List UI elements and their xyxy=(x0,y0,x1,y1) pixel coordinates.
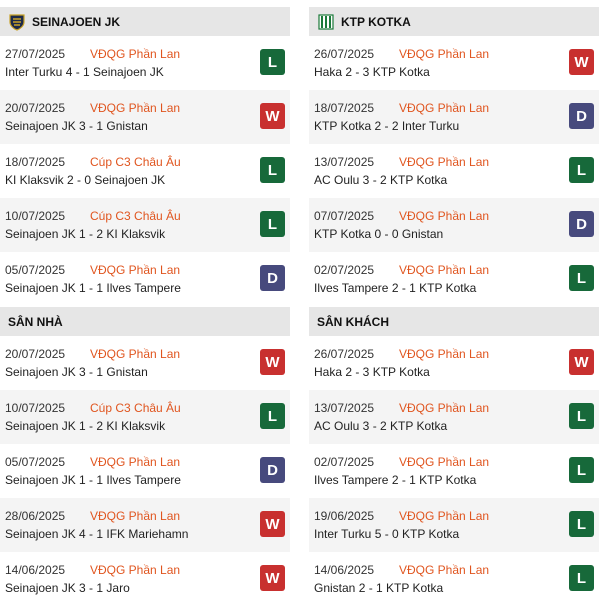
match-list xyxy=(309,36,599,306)
competition-link[interactable]: VĐQG Phần Lan xyxy=(399,455,490,469)
match-date: 13/07/2025 xyxy=(314,401,375,415)
match-row[interactable] xyxy=(0,252,290,306)
match-date: 13/07/2025 xyxy=(314,155,375,169)
match-row[interactable] xyxy=(309,336,599,390)
match-row[interactable] xyxy=(0,552,290,606)
result-badge: L xyxy=(260,49,285,75)
match-row[interactable] xyxy=(0,390,290,444)
section-title: SÂN KHÁCH xyxy=(317,314,389,329)
competition-link[interactable]: VĐQG Phần Lan xyxy=(399,509,490,523)
match-date: 02/07/2025 xyxy=(314,455,375,469)
match-row[interactable] xyxy=(309,198,599,252)
seinajoen-recent-form xyxy=(0,7,290,306)
match-row[interactable] xyxy=(309,444,599,498)
competition-link[interactable]: VĐQG Phần Lan xyxy=(90,47,181,61)
section-header xyxy=(309,7,599,36)
match-row[interactable] xyxy=(0,198,290,252)
match-score: KI Klaksvik 2 - 0 Seinajoen JK xyxy=(5,173,166,187)
match-date: 10/07/2025 xyxy=(5,209,66,223)
competition-link[interactable]: Cúp C3 Châu Âu xyxy=(90,209,181,223)
ktp-recent-form xyxy=(309,7,599,306)
match-row[interactable] xyxy=(309,498,599,552)
competition-link[interactable]: VĐQG Phần Lan xyxy=(399,155,490,169)
result-badge: L xyxy=(569,511,594,537)
section-title: SÂN NHÀ xyxy=(8,314,63,329)
match-list xyxy=(0,336,290,606)
match-score: AC Oulu 3 - 2 KTP Kotka xyxy=(314,173,448,187)
result-badge: W xyxy=(260,511,285,537)
match-list xyxy=(309,336,599,606)
competition-link[interactable]: VĐQG Phần Lan xyxy=(90,101,181,115)
competition-link[interactable]: VĐQG Phần Lan xyxy=(399,101,490,115)
match-score: Haka 2 - 3 KTP Kotka xyxy=(314,65,430,79)
ktp-crest-icon xyxy=(317,13,335,31)
section-header xyxy=(309,307,599,336)
match-date: 02/07/2025 xyxy=(314,263,375,277)
result-badge: D xyxy=(260,457,285,483)
match-date: 26/07/2025 xyxy=(314,47,375,61)
match-row[interactable] xyxy=(0,36,290,90)
match-date: 18/07/2025 xyxy=(314,101,375,115)
seinajoen-crest-icon xyxy=(8,13,26,31)
competition-link[interactable]: Cúp C3 Châu Âu xyxy=(90,401,181,415)
result-badge: W xyxy=(569,49,594,75)
match-date: 14/06/2025 xyxy=(314,563,375,577)
competition-link[interactable]: VĐQG Phần Lan xyxy=(90,563,181,577)
competition-link[interactable]: VĐQG Phần Lan xyxy=(399,401,490,415)
match-date: 05/07/2025 xyxy=(5,263,66,277)
match-date: 20/07/2025 xyxy=(5,101,66,115)
match-date: 07/07/2025 xyxy=(314,209,375,223)
result-badge: D xyxy=(569,211,594,237)
match-date: 28/06/2025 xyxy=(5,509,66,523)
match-score: Inter Turku 4 - 1 Seinajoen JK xyxy=(5,65,164,79)
match-date: 27/07/2025 xyxy=(5,47,66,61)
competition-link[interactable]: VĐQG Phần Lan xyxy=(399,347,490,361)
match-row[interactable] xyxy=(0,444,290,498)
competition-link[interactable]: Cúp C3 Châu Âu xyxy=(90,155,181,169)
match-score: Seinajoen JK 3 - 1 Jaro xyxy=(5,581,130,595)
match-score: AC Oulu 3 - 2 KTP Kotka xyxy=(314,419,448,433)
competition-link[interactable]: VĐQG Phần Lan xyxy=(399,263,490,277)
home-matches xyxy=(0,307,290,606)
result-badge: L xyxy=(569,157,594,183)
match-row[interactable] xyxy=(309,36,599,90)
match-score: Haka 2 - 3 KTP Kotka xyxy=(314,365,430,379)
match-row[interactable] xyxy=(309,390,599,444)
competition-link[interactable]: VĐQG Phần Lan xyxy=(90,347,181,361)
match-score: Seinajoen JK 3 - 1 Gnistan xyxy=(5,119,148,133)
result-badge: L xyxy=(569,403,594,429)
match-row[interactable] xyxy=(309,252,599,306)
result-badge: L xyxy=(569,565,594,591)
section-title: KTP KOTKA xyxy=(341,14,411,29)
competition-link[interactable]: VĐQG Phần Lan xyxy=(399,563,490,577)
section-header xyxy=(0,307,290,336)
match-score: Ilves Tampere 2 - 1 KTP Kotka xyxy=(314,281,477,295)
result-badge: D xyxy=(569,103,594,129)
match-score: Ilves Tampere 2 - 1 KTP Kotka xyxy=(314,473,477,487)
match-row[interactable] xyxy=(0,336,290,390)
result-badge: L xyxy=(569,457,594,483)
match-row[interactable] xyxy=(309,90,599,144)
competition-link[interactable]: VĐQG Phần Lan xyxy=(90,263,181,277)
result-badge: W xyxy=(260,103,285,129)
match-score: Seinajoen JK 3 - 1 Gnistan xyxy=(5,365,148,379)
section-title: SEINAJOEN JK xyxy=(32,14,121,29)
result-badge: L xyxy=(260,157,285,183)
section-header xyxy=(0,7,290,36)
match-score: Seinajoen JK 1 - 1 Ilves Tampere xyxy=(5,281,181,295)
match-score: Seinajoen JK 1 - 2 KI Klaksvik xyxy=(5,227,166,241)
match-date: 05/07/2025 xyxy=(5,455,66,469)
result-badge: W xyxy=(260,565,285,591)
match-row[interactable] xyxy=(0,144,290,198)
match-score: Seinajoen JK 1 - 2 KI Klaksvik xyxy=(5,419,166,433)
competition-link[interactable]: VĐQG Phần Lan xyxy=(90,455,181,469)
match-score: KTP Kotka 2 - 2 Inter Turku xyxy=(314,119,460,133)
match-score: Seinajoen JK 4 - 1 IFK Mariehamn xyxy=(5,527,189,541)
result-badge: W xyxy=(569,349,594,375)
competition-link[interactable]: VĐQG Phần Lan xyxy=(399,47,490,61)
result-badge: L xyxy=(260,403,285,429)
competition-link[interactable]: VĐQG Phần Lan xyxy=(399,209,490,223)
match-row[interactable] xyxy=(0,90,290,144)
match-score: KTP Kotka 0 - 0 Gnistan xyxy=(314,227,444,241)
match-list xyxy=(0,36,290,306)
match-date: 20/07/2025 xyxy=(5,347,66,361)
match-row[interactable] xyxy=(309,552,599,606)
match-date: 10/07/2025 xyxy=(5,401,66,415)
match-score: Gnistan 2 - 1 KTP Kotka xyxy=(314,581,444,595)
match-date: 18/07/2025 xyxy=(5,155,66,169)
match-row[interactable] xyxy=(309,144,599,198)
result-badge: L xyxy=(260,211,285,237)
match-date: 26/07/2025 xyxy=(314,347,375,361)
result-badge: D xyxy=(260,265,285,291)
match-score: Inter Turku 5 - 0 KTP Kotka xyxy=(314,527,460,541)
match-score: Seinajoen JK 1 - 1 Ilves Tampere xyxy=(5,473,181,487)
match-date: 19/06/2025 xyxy=(314,509,375,523)
match-date: 14/06/2025 xyxy=(5,563,66,577)
away-matches xyxy=(309,307,599,606)
match-row[interactable] xyxy=(0,498,290,552)
result-badge: W xyxy=(260,349,285,375)
competition-link[interactable]: VĐQG Phần Lan xyxy=(90,509,181,523)
result-badge: L xyxy=(569,265,594,291)
